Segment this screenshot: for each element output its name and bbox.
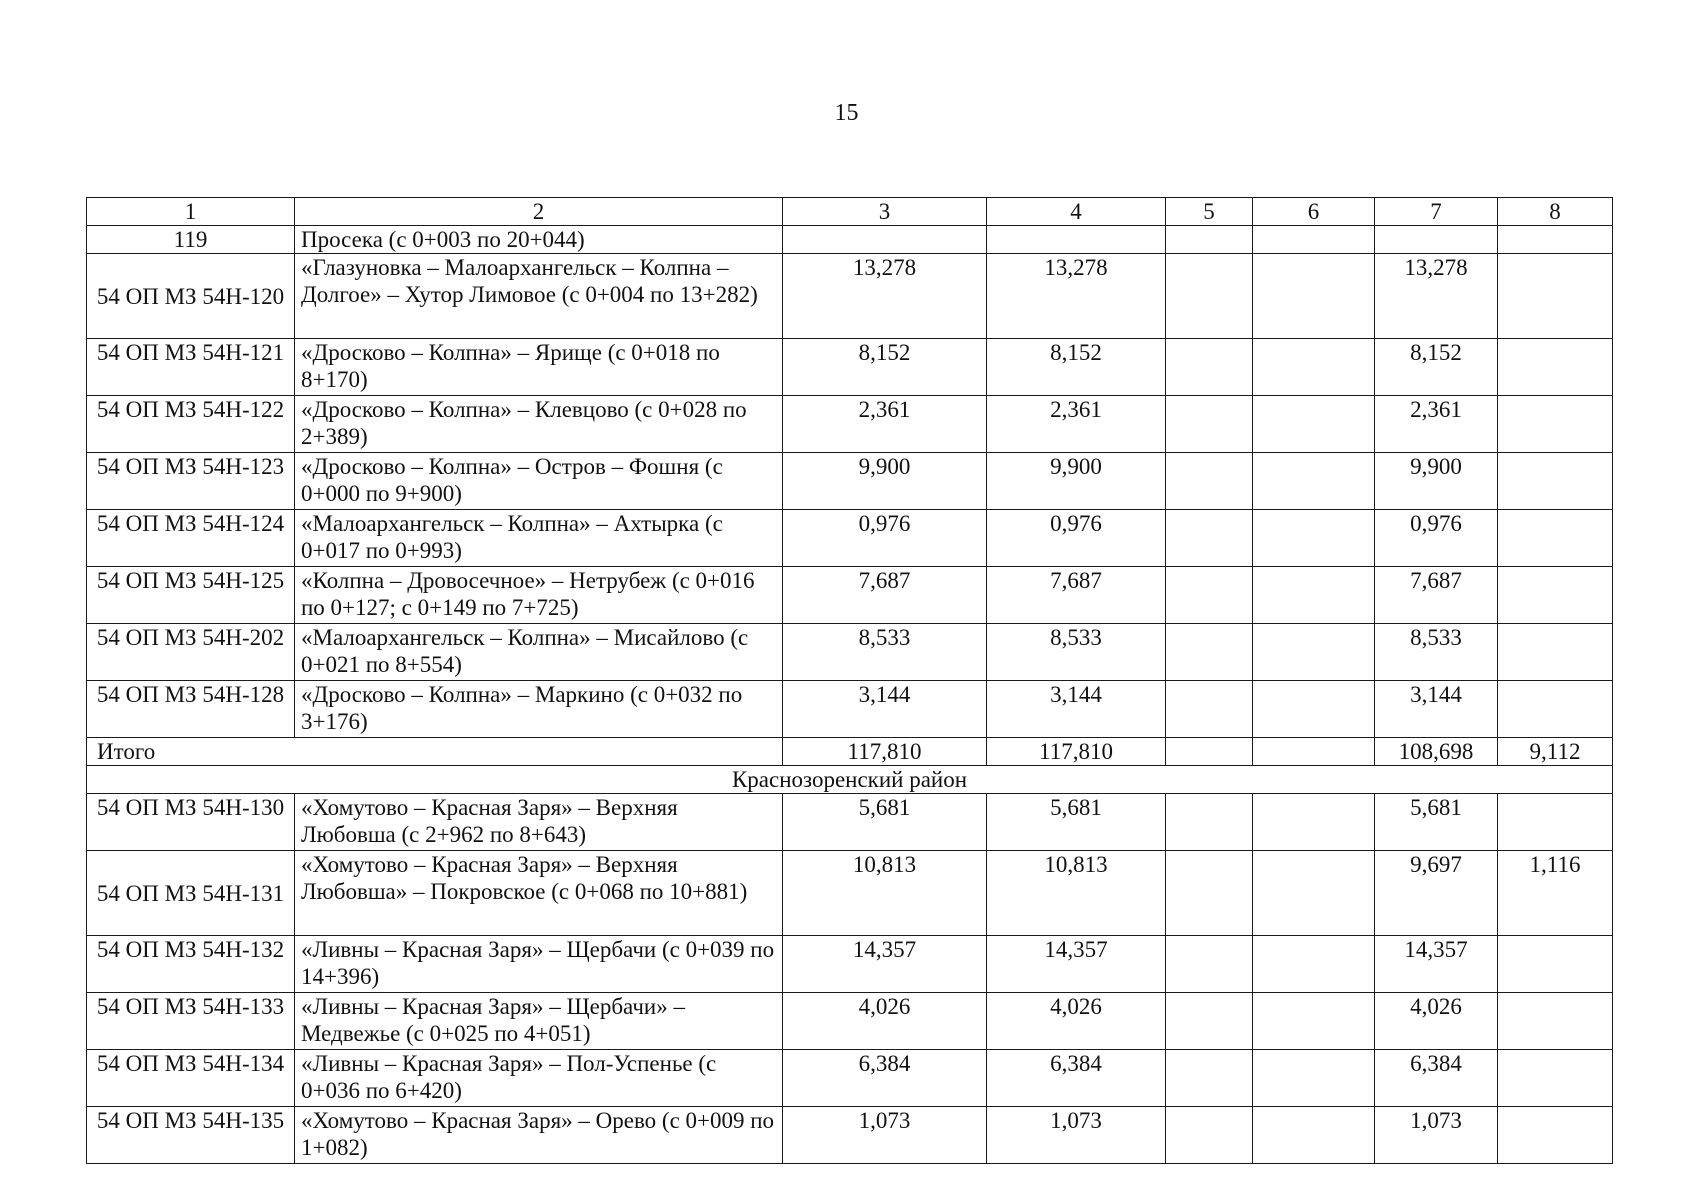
value-cell-c3: 8,152 [783,339,987,396]
value-cell-c3: 14,357 [783,936,987,993]
value-cell-c5 [1166,624,1253,681]
value-cell-c5 [1166,254,1253,339]
total-value-cell-c7: 108,698 [1375,738,1498,766]
column-header: 1 [87,198,295,226]
total-value-cell-c4: 117,810 [987,738,1166,766]
value-cell-c8 [1498,510,1613,567]
value-cell-c8 [1498,226,1613,254]
road-name-cell: «Ливны – Красная Заря» – Щербачи (с 0+039 по 14+396) [295,936,783,993]
column-header: 6 [1253,198,1375,226]
value-cell-c3: 9,900 [783,453,987,510]
value-cell-c5 [1166,794,1253,851]
road-code-cell: 54 ОП МЗ 54Н-133 [87,993,295,1050]
value-cell-c5 [1166,936,1253,993]
value-cell-c4: 3,144 [987,681,1166,738]
value-cell-c8 [1498,453,1613,510]
value-cell-c3: 1,073 [783,1107,987,1164]
road-name-cell: «Малоархангельск – Колпна» – Ахтырка (с 0+017 по 0+993) [295,510,783,567]
table-row [87,624,1613,681]
value-cell-c3: 4,026 [783,993,987,1050]
header-row [87,198,1613,226]
value-cell-c7: 13,278 [1375,254,1498,339]
road-name-cell: «Дросково – Колпна» – Клевцово (с 0+028 по 2+389) [295,396,783,453]
value-cell-c4: 5,681 [987,794,1166,851]
value-cell-c7: 9,900 [1375,453,1498,510]
value-cell-c3: 0,976 [783,510,987,567]
table-row [87,794,1613,851]
value-cell-c4: 7,687 [987,567,1166,624]
road-code-cell: 54 ОП МЗ 54Н-124 [87,510,295,567]
value-cell-c6 [1253,567,1375,624]
table-row [87,681,1613,738]
value-cell-c4: 4,026 [987,993,1166,1050]
road-code-cell: 54 ОП МЗ 54Н-202 [87,624,295,681]
column-header: 3 [783,198,987,226]
page-number: 15 [834,100,859,126]
value-cell-c5 [1166,681,1253,738]
total-value-cell-c5 [1166,738,1253,766]
road-name-cell: «Ливны – Красная Заря» – Щербачи» – Медвежье (с 0+025 по 4+051) [295,993,783,1050]
value-cell-c7: 9,697 [1375,851,1498,936]
road-code-cell: 54 ОП МЗ 54Н-130 [87,794,295,851]
value-cell-c3: 7,687 [783,567,987,624]
value-cell-c5 [1166,453,1253,510]
section-title-cell: Краснозоренский район [87,766,1613,794]
total-label-cell: Итого [87,738,783,766]
value-cell-c8 [1498,1107,1613,1164]
road-name-cell: «Хомутово – Красная Заря» – Верхняя Любовша (с 2+962 по 8+643) [295,794,783,851]
column-header: 5 [1166,198,1253,226]
value-cell-c4: 14,357 [987,936,1166,993]
roads-table [86,197,1613,1164]
value-cell-c4: 2,361 [987,396,1166,453]
total-row [87,738,1613,766]
road-name-cell: «Малоархангельск – Колпна» – Мисайлово (с 0+021 по 8+554) [295,624,783,681]
value-cell-c8 [1498,624,1613,681]
value-cell-c8 [1498,567,1613,624]
road-name-cell: «Ливны – Красная Заря» – Пол-Успенье (с 0+036 по 6+420) [295,1050,783,1107]
road-name-cell: «Дросково – Колпна» – Ярище (с 0+018 по 8+170) [295,339,783,396]
value-cell-c5 [1166,993,1253,1050]
value-cell-c8: 1,116 [1498,851,1613,936]
value-cell-c4: 1,073 [987,1107,1166,1164]
table-row [87,993,1613,1050]
road-code-cell: 54 ОП МЗ 54Н-128 [87,681,295,738]
value-cell-c8 [1498,993,1613,1050]
value-cell-c4: 8,152 [987,339,1166,396]
road-code-cell: 54 ОП МЗ 54Н-122 [87,396,295,453]
value-cell-c7: 7,687 [1375,567,1498,624]
road-name-cell: «Дросково – Колпна» – Маркино (с 0+032 по 3+176) [295,681,783,738]
value-cell-c3 [783,226,987,254]
value-cell-c6 [1253,396,1375,453]
value-cell-c7: 8,533 [1375,624,1498,681]
table-row [87,396,1613,453]
value-cell-c7: 2,361 [1375,396,1498,453]
total-value-cell-c8: 9,112 [1498,738,1613,766]
value-cell-c6 [1253,254,1375,339]
value-cell-c5 [1166,851,1253,936]
value-cell-c8 [1498,1050,1613,1107]
value-cell-c6 [1253,851,1375,936]
value-cell-c5 [1166,510,1253,567]
value-cell-c6 [1253,993,1375,1050]
table-row [87,851,1613,936]
value-cell-c4: 0,976 [987,510,1166,567]
value-cell-c6 [1253,1107,1375,1164]
value-cell-c8 [1498,339,1613,396]
section-row [87,766,1613,794]
road-name-cell: «Глазуновка – Малоархангельск – Колпна – Долгое» – Хутор Лимовое (с 0+004 по 13+282) [295,254,783,339]
value-cell-c7: 3,144 [1375,681,1498,738]
value-cell-c6 [1253,681,1375,738]
value-cell-c3: 13,278 [783,254,987,339]
value-cell-c6 [1253,624,1375,681]
table-row [87,254,1613,339]
table-row [87,936,1613,993]
value-cell-c6 [1253,1050,1375,1107]
road-name-cell: «Дросково – Колпна» – Остров – Фошня (с 0+000 по 9+900) [295,453,783,510]
value-cell-c8 [1498,936,1613,993]
value-cell-c3: 5,681 [783,794,987,851]
value-cell-c3: 10,813 [783,851,987,936]
value-cell-c7 [1375,226,1498,254]
total-value-cell-c3: 117,810 [783,738,987,766]
value-cell-c4: 8,533 [987,624,1166,681]
table-row [87,339,1613,396]
road-code-cell: 54 ОП МЗ 54Н-120 [87,254,295,339]
value-cell-c3: 3,144 [783,681,987,738]
table-row [87,226,1613,254]
value-cell-c5 [1166,1107,1253,1164]
table-row [87,1050,1613,1107]
value-cell-c5 [1166,567,1253,624]
column-header: 4 [987,198,1166,226]
value-cell-c5 [1166,396,1253,453]
value-cell-c6 [1253,794,1375,851]
table-row [87,1107,1613,1164]
road-code-cell: 54 ОП МЗ 54Н-132 [87,936,295,993]
value-cell-c3: 6,384 [783,1050,987,1107]
value-cell-c3: 2,361 [783,396,987,453]
table-row [87,510,1613,567]
value-cell-c6 [1253,339,1375,396]
value-cell-c7: 5,681 [1375,794,1498,851]
road-code-cell: 54 ОП МЗ 54Н-131 [87,851,295,936]
value-cell-c6 [1253,510,1375,567]
value-cell-c7: 1,073 [1375,1107,1498,1164]
value-cell-c7: 6,384 [1375,1050,1498,1107]
value-cell-c4: 9,900 [987,453,1166,510]
road-name-cell: «Хомутово – Красная Заря» – Орево (с 0+009 по 1+082) [295,1107,783,1164]
table-row [87,567,1613,624]
column-header: 7 [1375,198,1498,226]
road-code-cell: 54 ОП МЗ 54Н-134 [87,1050,295,1107]
road-code-cell: 54 ОП МЗ 54Н-135 [87,1107,295,1164]
value-cell-c7: 8,152 [1375,339,1498,396]
value-cell-c6 [1253,226,1375,254]
table-row [87,453,1613,510]
column-header: 2 [295,198,783,226]
value-cell-c4: 13,278 [987,254,1166,339]
total-value-cell-c6 [1253,738,1375,766]
value-cell-c4: 10,813 [987,851,1166,936]
value-cell-c4 [987,226,1166,254]
value-cell-c5 [1166,226,1253,254]
value-cell-c5 [1166,1050,1253,1107]
value-cell-c5 [1166,339,1253,396]
road-code-cell: 54 ОП МЗ 54Н-123 [87,453,295,510]
value-cell-c3: 8,533 [783,624,987,681]
value-cell-c7: 0,976 [1375,510,1498,567]
value-cell-c6 [1253,936,1375,993]
value-cell-c8 [1498,794,1613,851]
value-cell-c7: 4,026 [1375,993,1498,1050]
road-name-cell: «Колпна – Дровосечное» – Нетрубеж (с 0+016 по 0+127; с 0+149 по 7+725) [295,567,783,624]
value-cell-c8 [1498,396,1613,453]
road-code-cell: 54 ОП МЗ 54Н-121 [87,339,295,396]
value-cell-c4: 6,384 [987,1050,1166,1107]
value-cell-c7: 14,357 [1375,936,1498,993]
value-cell-c8 [1498,681,1613,738]
table-body [87,198,1613,1164]
road-code-cell: 119 [87,226,295,254]
road-name-cell: Просека (с 0+003 по 20+044) [295,226,783,254]
road-code-cell: 54 ОП МЗ 54Н-125 [87,567,295,624]
road-name-cell: «Хомутово – Красная Заря» – Верхняя Любовша» – Покровское (с 0+068 по 10+881) [295,851,783,936]
value-cell-c6 [1253,453,1375,510]
column-header: 8 [1498,198,1613,226]
value-cell-c8 [1498,254,1613,339]
